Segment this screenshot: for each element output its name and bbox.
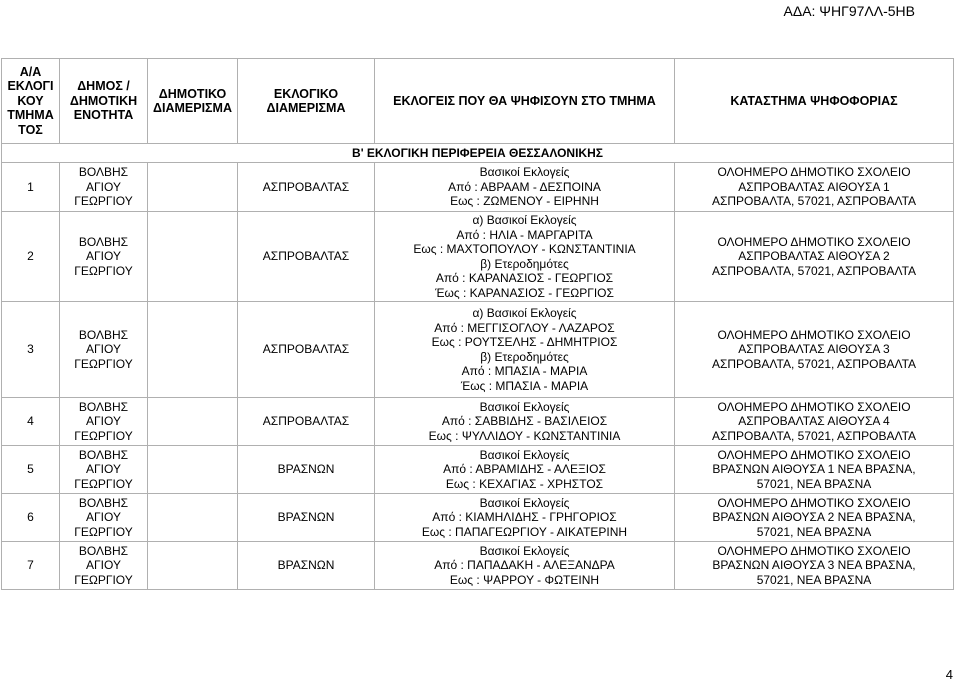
cell-eklogiko xyxy=(238,398,375,446)
cell-voters-line: Έως : ΚΑΡΑΝΑΣΙΟΣ - ΓΕΩΡΓΙΟΣ xyxy=(435,285,614,300)
cell-station xyxy=(675,212,954,302)
cell-station-line: ΑΣΠΡΟΒΑΛΤΑ, 57021, ΑΣΠΡΟΒΑΛΤΑ xyxy=(711,356,917,371)
cell-station-line: 57021, ΝΕΑ ΒΡΑΣΝΑ xyxy=(756,572,872,587)
region-row xyxy=(2,144,954,163)
cell-dimos-line: ΓΕΩΡΓΙΟΥ xyxy=(74,263,133,278)
cell-dimos-line: ΑΓΙΟΥ xyxy=(86,462,121,477)
cell-dimos xyxy=(60,302,148,398)
cell-eklogiko-line: ΑΣΠΡΟΒΑΛΤΑΣ xyxy=(262,414,350,429)
cell-voters xyxy=(375,212,675,302)
cell-station-line: ΟΛΟΗΜΕΡΟ ΔΗΜΟΤΙΚΟ ΣΧΟΛΕΙΟ xyxy=(717,399,911,414)
cell-dimotiko xyxy=(148,163,238,212)
cell-dimos-line: ΓΕΩΡΓΙΟΥ xyxy=(74,572,133,587)
col-header-station: ΚΑΤΑΣΤΗΜΑ ΨΗΦΟΦΟΡΙΑΣ xyxy=(675,59,954,144)
cell-voters-line: β) Ετεροδημότες xyxy=(480,256,569,271)
cell-voters-line: Εως : ΜΑΧΤΟΠΟΥΛΟΥ - ΚΩΝΣΤΑΝΤΙΝΙΑ xyxy=(413,242,636,256)
table-row xyxy=(2,446,954,494)
cell-station-line: ΑΣΠΡΟΒΑΛΤΑΣ ΑΙΘΟΥΣΑ 4 xyxy=(738,414,890,429)
cell-voters-line: Εως : ΚΕΧΑΓΙΑΣ - ΧΡΗΣΤΟΣ xyxy=(445,476,604,491)
cell-dimos-line: ΒΟΛΒΗΣ xyxy=(78,495,129,510)
cell-voters xyxy=(375,302,675,398)
cell-eklogiko xyxy=(238,542,375,590)
table-row xyxy=(2,302,954,398)
cell-station-line: ΑΣΠΡΟΒΑΛΤΑΣ ΑΙΘΟΥΣΑ 1 xyxy=(738,179,890,194)
cell-voters-line: Εως : ΠΑΠΑΓΕΩΡΓΙΟΥ - ΑΙΚΑΤΕΡΙΝΗ xyxy=(421,524,628,539)
col-header-dimos: ΔΗΜΟΣ / ΔΗΜΟΤΙΚΗ ΕΝΟΤΗΤΑ xyxy=(60,59,148,144)
cell-aa-line: 2 xyxy=(27,249,34,264)
cell-dimos-line: ΒΟΛΒΗΣ xyxy=(78,165,129,180)
cell-station-line: ΑΣΠΡΟΒΑΛΤΑ, 57021, ΑΣΠΡΟΒΑΛΤΑ xyxy=(711,263,917,278)
col-header-voters: ΕΚΛΟΓΕΙΣ ΠΟΥ ΘΑ ΨΗΦΙΣΟΥΝ ΣΤΟ ΤΜΗΜΑ xyxy=(375,59,675,144)
cell-dimos-line: ΓΕΩΡΓΙΟΥ xyxy=(74,356,133,371)
cell-voters xyxy=(375,163,675,212)
cell-voters-line: Βασικοί Εκλογείς xyxy=(479,165,570,180)
table-row xyxy=(2,163,954,212)
cell-voters-line: Βασικοί Εκλογείς xyxy=(479,495,570,510)
cell-dimos xyxy=(60,494,148,542)
cell-eklogiko-line: ΒΡΑΣΝΩΝ xyxy=(277,558,335,573)
cell-voters-line: Έως : ΜΠΑΣΙΑ - ΜΑΡΙΑ xyxy=(460,378,589,393)
cell-voters xyxy=(375,398,675,446)
cell-voters-line: Από : ΑΒΡΑΑΜ - ΔΕΣΠΟΙΝΑ xyxy=(448,179,601,194)
cell-dimos-line: ΑΓΙΟΥ xyxy=(86,558,121,573)
cell-station-line: ΟΛΟΗΜΕΡΟ ΔΗΜΟΤΙΚΟ ΣΧΟΛΕΙΟ xyxy=(717,327,911,342)
polling-stations-table xyxy=(1,58,954,590)
cell-dimos-line: ΒΟΛΒΗΣ xyxy=(78,543,129,558)
cell-station-line: ΟΛΟΗΜΕΡΟ ΔΗΜΟΤΙΚΟ ΣΧΟΛΕΙΟ xyxy=(717,447,911,462)
cell-dimotiko xyxy=(148,494,238,542)
cell-aa xyxy=(2,494,60,542)
region-label: Β' ΕΚΛΟΓΙΚΗ ΠΕΡΙΦΕΡΕΙΑ ΘΕΣΣΑΛΟΝΙΚΗΣ xyxy=(2,144,954,163)
table-row xyxy=(2,212,954,302)
cell-voters-line: α) Βασικοί Εκλογείς xyxy=(472,306,577,320)
cell-aa xyxy=(2,542,60,590)
cell-eklogiko-line: ΑΣΠΡΟΒΑΛΤΑΣ xyxy=(262,342,350,357)
cell-station-line: ΟΛΟΗΜΕΡΟ ΔΗΜΟΤΙΚΟ ΣΧΟΛΕΙΟ xyxy=(717,165,911,180)
cell-station-line: ΒΡΑΣΝΩΝ ΑΙΘΟΥΣΑ 1 ΝΕΑ ΒΡΑΣΝΑ, xyxy=(712,462,916,477)
cell-eklogiko-line: ΒΡΑΣΝΩΝ xyxy=(277,462,335,477)
cell-eklogiko-line: ΑΣΠΡΟΒΑΛΤΑΣ xyxy=(262,249,350,264)
cell-voters-line: Από : ΜΠΑΣΙΑ - ΜΑΡΙΑ xyxy=(461,364,588,378)
ada-code: ΑΔΑ: ΨΗΓ97ΛΛ-5ΗΒ xyxy=(783,3,915,19)
cell-dimos-line: ΑΓΙΟΥ xyxy=(86,414,121,429)
cell-aa xyxy=(2,302,60,398)
cell-voters-line: α) Βασικοί Εκλογείς xyxy=(472,213,577,227)
cell-station-line: ΟΛΟΗΜΕΡΟ ΔΗΜΟΤΙΚΟ ΣΧΟΛΕΙΟ xyxy=(717,543,911,558)
cell-dimotiko xyxy=(148,212,238,302)
cell-dimos xyxy=(60,163,148,212)
cell-dimotiko xyxy=(148,302,238,398)
cell-station-line: 57021, ΝΕΑ ΒΡΑΣΝΑ xyxy=(756,524,872,539)
cell-eklogiko-line: ΒΡΑΣΝΩΝ xyxy=(277,510,335,525)
cell-dimos-line: ΒΟΛΒΗΣ xyxy=(78,234,129,249)
cell-aa-line: 1 xyxy=(27,179,34,194)
cell-voters xyxy=(375,494,675,542)
cell-station xyxy=(675,398,954,446)
cell-voters-line: Βασικοί Εκλογείς xyxy=(479,543,570,558)
cell-dimos-line: ΓΕΩΡΓΙΟΥ xyxy=(74,428,133,443)
cell-eklogiko xyxy=(238,163,375,212)
cell-aa xyxy=(2,163,60,212)
cell-voters-line: Από : ΑΒΡΑΜΙΔΗΣ - ΑΛΕΞΙΟΣ xyxy=(443,462,606,477)
cell-dimos xyxy=(60,398,148,446)
cell-station xyxy=(675,446,954,494)
cell-voters-line: Βασικοί Εκλογείς xyxy=(479,447,570,462)
cell-station-line: ΑΣΠΡΟΒΑΛΤΑ, 57021, ΑΣΠΡΟΒΑΛΤΑ xyxy=(711,428,917,443)
cell-eklogiko xyxy=(238,212,375,302)
col-header-aa: Α/Α ΕΚΛΟΓΙ ΚΟΥ ΤΜΗΜΑ ΤΟΣ xyxy=(2,59,60,144)
cell-voters-line: Βασικοί Εκλογείς xyxy=(479,399,570,414)
cell-aa xyxy=(2,446,60,494)
cell-dimos xyxy=(60,542,148,590)
cell-eklogiko xyxy=(238,494,375,542)
col-header-dimotiko: ΔΗΜΟΤΙΚΟ ΔΙΑΜΕΡΙΣΜΑ xyxy=(148,59,238,144)
cell-voters-line: Από : ΠΑΠΑΔΑΚΗ - ΑΛΕΞΑΝΔΡΑ xyxy=(434,558,615,573)
cell-dimotiko xyxy=(148,398,238,446)
table-row xyxy=(2,398,954,446)
cell-dimos-line: ΓΕΩΡΓΙΟΥ xyxy=(74,194,133,209)
cell-eklogiko-line: ΑΣΠΡΟΒΑΛΤΑΣ xyxy=(262,179,350,194)
cell-eklogiko xyxy=(238,302,375,398)
cell-voters-line: Από : ΚΑΡΑΝΑΣΙΟΣ - ΓΕΩΡΓΙΟΣ xyxy=(435,271,614,285)
cell-dimos-line: ΒΟΛΒΗΣ xyxy=(78,447,129,462)
table-row xyxy=(2,542,954,590)
cell-voters-line: β) Ετεροδημότες xyxy=(480,349,569,364)
cell-dimotiko xyxy=(148,542,238,590)
cell-dimos-line: ΑΓΙΟΥ xyxy=(86,179,121,194)
cell-voters-line: Εως : ΡΟΥΤΣΕΛΗΣ - ΔΗΜΗΤΡΙΟΣ xyxy=(431,335,618,349)
cell-station xyxy=(675,163,954,212)
cell-voters-line: Εως : ΨΑΡΡΟΥ - ΦΩΤΕΙΝΗ xyxy=(449,572,600,587)
cell-voters-line: Από : ΚΙΑΜΗΛΙΔΗΣ - ΓΡΗΓΟΡΙΟΣ xyxy=(432,510,617,525)
cell-aa-line: 5 xyxy=(27,462,34,477)
cell-dimos-line: ΓΕΩΡΓΙΟΥ xyxy=(74,476,133,491)
cell-aa-line: 7 xyxy=(27,558,34,573)
cell-station-line: ΒΡΑΣΝΩΝ ΑΙΘΟΥΣΑ 2 ΝΕΑ ΒΡΑΣΝΑ, xyxy=(712,510,916,525)
col-header-eklogiko: ΕΚΛΟΓΙΚΟ ΔΙΑΜΕΡΙΣΜΑ xyxy=(238,59,375,144)
cell-dimos-line: ΒΟΛΒΗΣ xyxy=(78,399,129,414)
cell-aa xyxy=(2,212,60,302)
table-row xyxy=(2,494,954,542)
cell-voters-line: Εως : ΨΥΛΛΙΔΟΥ - ΚΩΝΣΤΑΝΤΙΝΙΑ xyxy=(428,428,621,443)
cell-voters xyxy=(375,446,675,494)
cell-dimos xyxy=(60,446,148,494)
cell-aa-line: 3 xyxy=(27,342,34,357)
cell-aa-line: 6 xyxy=(27,510,34,525)
cell-dimos-line: ΑΓΙΟΥ xyxy=(86,510,121,525)
cell-station xyxy=(675,542,954,590)
cell-aa xyxy=(2,398,60,446)
cell-eklogiko xyxy=(238,446,375,494)
cell-aa-line: 4 xyxy=(27,414,34,429)
cell-voters-line: Από : ΣΑΒΒΙΔΗΣ - ΒΑΣΙΛΕΙΟΣ xyxy=(441,414,608,429)
cell-station xyxy=(675,494,954,542)
header-row xyxy=(2,59,954,144)
cell-voters-line: Από : ΗΛΙΑ - ΜΑΡΓΑΡΙΤΑ xyxy=(456,227,593,242)
cell-station xyxy=(675,302,954,398)
cell-voters xyxy=(375,542,675,590)
cell-dimotiko xyxy=(148,446,238,494)
cell-station-line: ΑΣΠΡΟΒΑΛΤΑΣ ΑΙΘΟΥΣΑ 3 xyxy=(738,342,890,357)
cell-dimos-line: ΑΓΙΟΥ xyxy=(86,342,121,357)
cell-station-line: ΟΛΟΗΜΕΡΟ ΔΗΜΟΤΙΚΟ ΣΧΟΛΕΙΟ xyxy=(717,234,911,249)
cell-voters-line: Εως : ΖΩΜΕΝΟΥ - ΕΙΡΗΝΗ xyxy=(450,194,599,209)
cell-dimos xyxy=(60,212,148,302)
cell-station-line: ΒΡΑΣΝΩΝ ΑΙΘΟΥΣΑ 3 ΝΕΑ ΒΡΑΣΝΑ, xyxy=(712,558,916,573)
cell-voters-line: Από : ΜΕΓΓΙΣΟΓΛΟΥ - ΛΑΖΑΡΟΣ xyxy=(434,320,615,335)
cell-dimos-line: ΓΕΩΡΓΙΟΥ xyxy=(74,524,133,539)
cell-dimos-line: ΑΓΙΟΥ xyxy=(86,249,121,264)
cell-station-line: 57021, ΝΕΑ ΒΡΑΣΝΑ xyxy=(756,476,872,491)
cell-station-line: ΑΣΠΡΟΒΑΛΤΑ, 57021, ΑΣΠΡΟΒΑΛΤΑ xyxy=(711,194,917,209)
cell-dimos-line: ΒΟΛΒΗΣ xyxy=(78,327,129,342)
cell-station-line: ΑΣΠΡΟΒΑΛΤΑΣ ΑΙΘΟΥΣΑ 2 xyxy=(738,249,890,264)
page-number: 4 xyxy=(945,667,953,682)
cell-station-line: ΟΛΟΗΜΕΡΟ ΔΗΜΟΤΙΚΟ ΣΧΟΛΕΙΟ xyxy=(717,495,911,510)
